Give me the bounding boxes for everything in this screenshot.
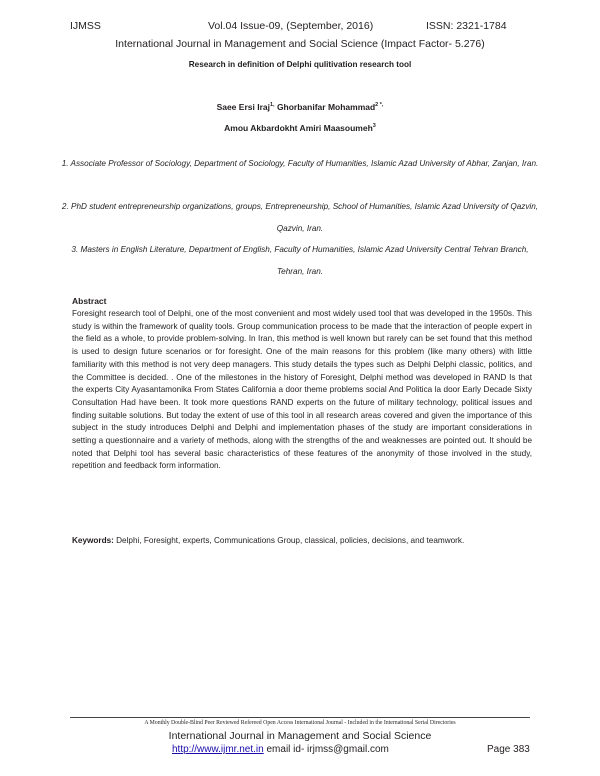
journal-abbreviation: IJMSS (70, 20, 101, 32)
issn: ISSN: 2321-1784 (426, 20, 507, 32)
affiliation-2: 2. PhD student entrepreneurship organizations, groups, Entrepreneurship, School of Humanities, Islamic Azad University of Qazvin, Qazvin, Iran. (61, 202, 539, 233)
footer-journal: International Journal in Management and Social Science (168, 730, 432, 742)
paper-title: Research in definition of Delphi qulitivation research tool (188, 60, 412, 69)
abstract-heading: Abstract (72, 296, 107, 306)
keywords (72, 535, 532, 548)
volume-issue: Vol.04 Issue-09, (September, 2016) (208, 20, 374, 32)
journal-url-link[interactable]: http://www.ijmr.net.in (172, 744, 264, 755)
keywords-label: Keywords: (72, 536, 114, 545)
authors-line-2 (0, 123, 600, 133)
affiliation-3: 3. Masters in English Literature, Department of English, Faculty of Humanities, Islamic Azad University Central Tehran Branch, Tehran, Iran. (71, 245, 529, 276)
authors-line-1 (0, 102, 600, 112)
footer-email: email id- irjmss@gmail.com (266, 744, 389, 755)
footer-divider (70, 717, 530, 718)
author-name: Saee Ersi Iraj (216, 102, 270, 112)
affiliation-1: 1. Associate Professor of Sociology, Department of Sociology, Faculty of Humanities, Islamic Azad University of Abhar, Zanjan, Iran. (61, 159, 539, 168)
author-affiliation-mark: 3 (372, 123, 376, 129)
footer-note: A Monthly Double-Blind Peer Reviewed Refereed Open Access International Journal - Included in the International Serial Directories (144, 720, 456, 726)
author-name: Amou Akbardokht Amiri Maasoumeh (224, 123, 373, 133)
footer-contact (172, 744, 389, 755)
journal-header-line: International Journal in Management and Social Science (Impact Factor- 5.276) (115, 38, 485, 50)
author-affiliation-mark: 2 *, (375, 102, 384, 108)
keywords-text: Delphi, Foresight, experts, Communications Group, classical, policies, decisions, and teamwork. (116, 536, 465, 545)
abstract-text: Foresight research tool of Delphi, one of the most convenient and most widely used tool that was developed in the 1950s. This study is within the framework of quality tools. Group communication process to be made that the interaction of people expert in the field as a whole, to provide problem-solving. In Iran, this method is well known but rarely can be set found that this method is used to design future scenarios or for foresight. One of the main reasons for this problem (like many others) with little familiarity with this method is not very deep managers. This study details the types such as Delphi Delphi classic, politics, and the Committee is decided. . One of the milestones in the history of Foresight, Delphi method was developed in RAND Is that the experts City Ayasantamonika From States California a door theme problems social And Politica la door Early Decade Sixty Consultation Had have been. It took more questions RAND experts on the future of military technology, political issues and finding suitable solutions. But today the extent of use of this tool in all research areas covered and given the importance of this subject in the study introduces Delphi and Delphi and implementation phases of the study are important considerations in setting a questionnaire and a variety of methods, along with the strengths of the and weaknesses are pointed out. It should be noted that Delphi tool has several basic characteristics of these features of the anonymity of those involved in the study, repetition and feedback form information. (72, 309, 532, 471)
author-affiliation-mark: 1, (269, 102, 275, 108)
page-number: Page 383 (487, 744, 530, 755)
author-name: Ghorbanifar Mohammad (276, 102, 376, 112)
